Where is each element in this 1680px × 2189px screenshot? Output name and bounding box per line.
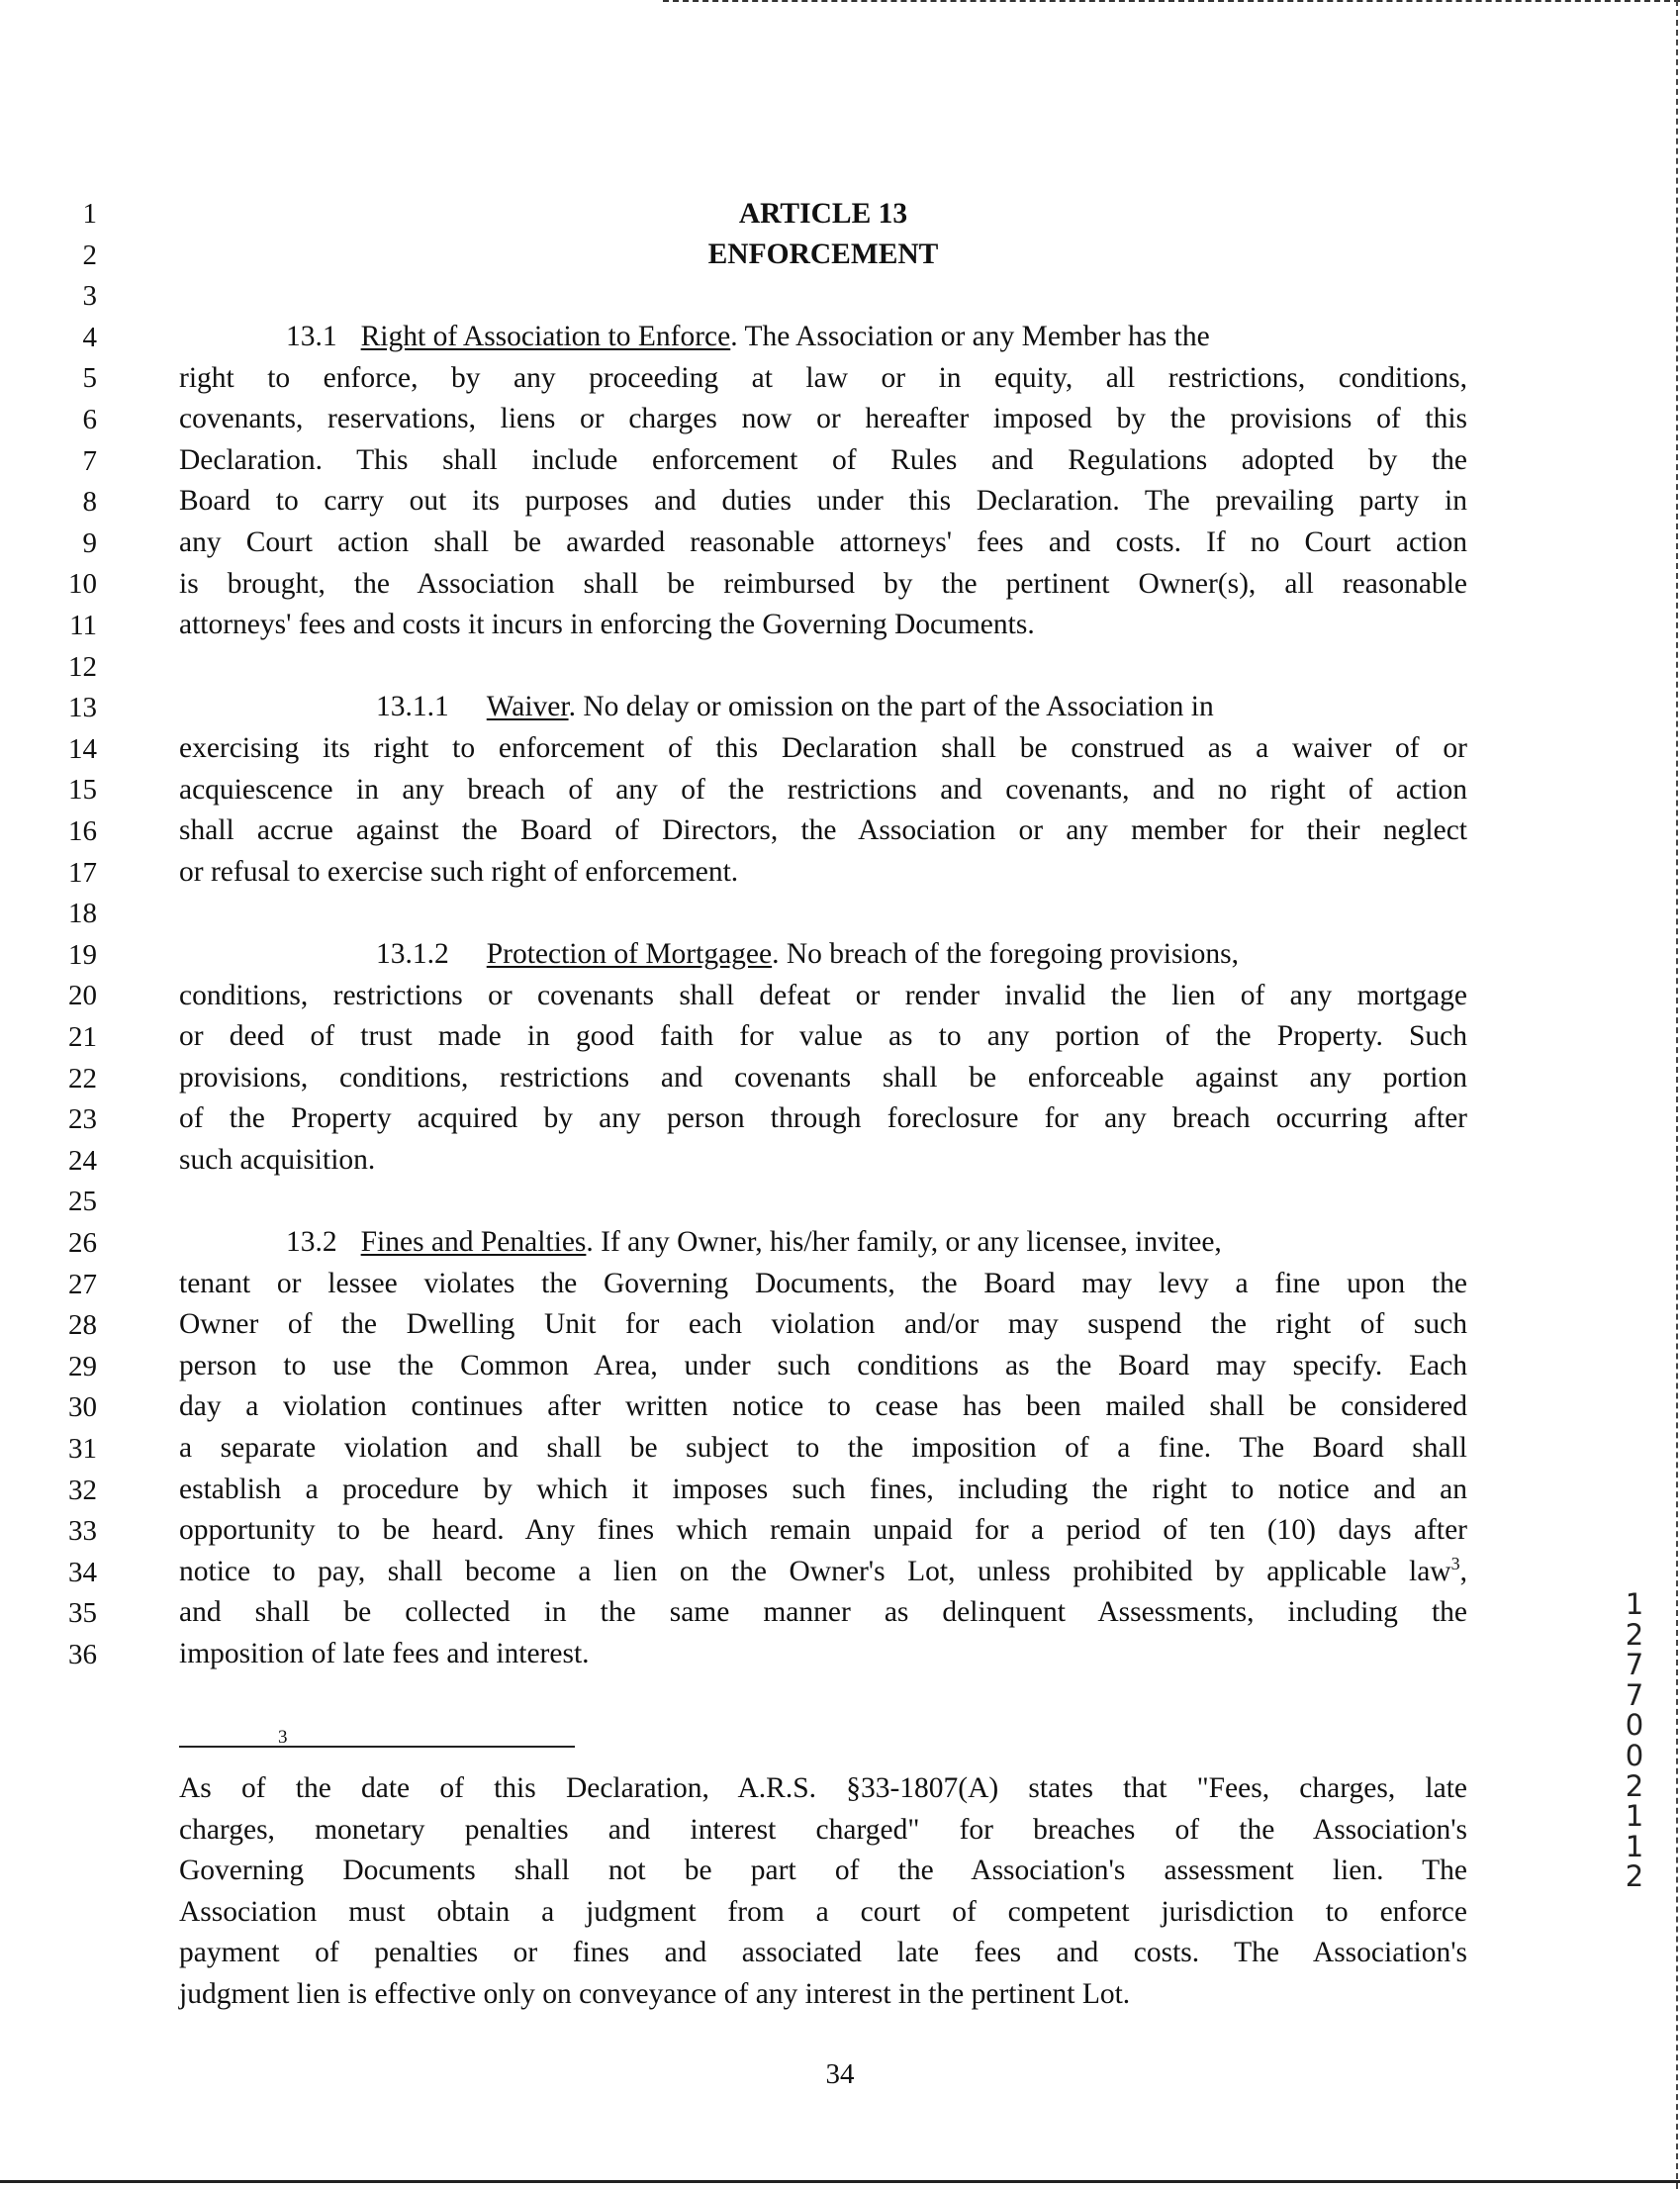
body-line: right to enforce, by any proceeding at law or in equity, all restrictions, conditions,: [179, 362, 1467, 394]
section-heading: Waiver: [486, 691, 569, 722]
article-number: ARTICLE 13: [738, 198, 908, 230]
stamp-digit: 0: [1625, 1708, 1644, 1743]
section-number: 13.1.1: [376, 691, 449, 722]
body-line: covenants, reservations, liens or charges now or hereafter imposed by the provisions of this: [179, 403, 1467, 434]
body-line: of the Property acquired by any person through foreclosure for any breach occurring after: [179, 1102, 1467, 1134]
line-number: 8: [82, 486, 97, 519]
line-number: 9: [82, 526, 97, 559]
section-13-1-2-first-line: [179, 934, 1467, 976]
footnote-line: Governing Documents shall not be part of the Association's assessment lien. The: [179, 1855, 1467, 1886]
line-number: 34: [68, 1556, 97, 1588]
body-line: conditions, restrictions or covenants shall defeat or render invalid the lien of any mortgage: [179, 980, 1467, 1011]
line-number: 15: [68, 774, 97, 807]
body-line: person to use the Common Area, under such conditions as the Board may specify. Each: [179, 1350, 1467, 1381]
body-line: tenant or lessee violates the Governing Documents, the Board may levy a fine upon the: [179, 1268, 1467, 1299]
body-line: acquiescence in any breach of any of the restrictions and covenants, and no right of action: [179, 774, 1467, 806]
section-number: 13.1.2: [376, 938, 449, 970]
line-number: 28: [68, 1309, 97, 1342]
line-number: 2: [82, 238, 97, 271]
section-heading: Right of Association to Enforce: [360, 321, 731, 352]
footnote-divider: [179, 1746, 575, 1748]
section-heading: Fines and Penalties: [360, 1226, 587, 1258]
line-number: 3: [82, 280, 97, 313]
line-number: 14: [68, 732, 97, 765]
body-line: or refusal to exercise such right of enforcement.: [179, 856, 739, 888]
line-number: 32: [68, 1474, 97, 1506]
line-number: 1: [82, 198, 97, 230]
scan-bottom-edge: [0, 2180, 1680, 2185]
stamp-digit: 7: [1625, 1648, 1644, 1682]
line-number: 18: [68, 898, 97, 930]
line-number: 36: [68, 1639, 97, 1670]
body-line: attorneys' fees and costs it incurs in enforcing the Governing Documents.: [179, 609, 1035, 640]
line-number: 19: [68, 938, 97, 971]
line-number: 22: [68, 1062, 97, 1094]
line-number: 16: [68, 815, 97, 847]
body-line: Owner of the Dwelling Unit for each violation and/or may suspend the right of such: [179, 1308, 1467, 1340]
line-number: 7: [82, 444, 97, 477]
line-number: 25: [68, 1186, 97, 1218]
stamp-digit: 7: [1625, 1677, 1644, 1712]
line-number: 4: [82, 321, 97, 353]
footnote-line: As of the date of this Declaration, A.R.S. §33-1807(A) states that "Fees, charges, late: [179, 1772, 1467, 1804]
line-number: 20: [68, 980, 97, 1012]
body-line: Declaration. This shall include enforcement of Rules and Regulations adopted by the: [179, 444, 1467, 476]
section-number: 13.2: [286, 1226, 337, 1258]
line-number: 10: [68, 568, 97, 601]
body-text: ,: [1459, 1556, 1467, 1587]
footnote-reference[interactable]: 3: [1450, 1554, 1460, 1574]
body-line: imposition of late fees and interest.: [179, 1638, 590, 1669]
body-line: opportunity to be heard. Any fines which remain unpaid for a period of ten (10) days after: [179, 1514, 1467, 1546]
body-line: such acquisition.: [179, 1144, 376, 1176]
body-line: day a violation continues after written notice to cease has been mailed shall be considered: [179, 1390, 1467, 1422]
line-number: 13: [68, 692, 97, 724]
stamp-digit: 1: [1625, 1829, 1644, 1863]
body-line: provisions, conditions, restrictions and covenants shall be enforceable against any portion: [179, 1062, 1467, 1094]
footnote-marker: 3: [278, 1727, 288, 1748]
stamp-digit: 0: [1625, 1738, 1644, 1772]
line-number: 35: [68, 1597, 97, 1630]
footnote-line: charges, monetary penalties and interest charged" for breaches of the Association's: [179, 1814, 1467, 1846]
line-number: 5: [82, 362, 97, 395]
recording-stamp: [1615, 1589, 1654, 1892]
scan-right-edge: [1676, 0, 1680, 2189]
stamp-digit: 1: [1625, 1799, 1644, 1834]
line-number: 17: [68, 856, 97, 889]
line-number: 24: [68, 1144, 97, 1177]
section-number: 13.1: [286, 321, 337, 352]
body-line: a separate violation and shall be subject to the imposition of a fine. The Board shall: [179, 1432, 1467, 1464]
line-number: 26: [68, 1227, 97, 1259]
section-heading: Protection of Mortgagee: [486, 938, 773, 970]
line-number: 6: [82, 404, 97, 435]
line-number: 30: [68, 1391, 97, 1424]
line-number: 11: [69, 610, 97, 641]
line-number: 31: [68, 1433, 97, 1465]
stamp-digit: 2: [1625, 1859, 1644, 1894]
body-line: exercising its right to enforcement of this Declaration shall be construed as a waiver of or: [179, 732, 1467, 764]
page-number: 34: [825, 2058, 855, 2090]
line-number: 12: [68, 650, 97, 683]
section-13-1-1-first-line: [179, 687, 1467, 728]
body-line-with-footnote-ref: [179, 1552, 1467, 1593]
section-text: . If any Owner, his/her family, or any licensee, invitee,: [586, 1226, 1222, 1258]
article-title: ENFORCEMENT: [707, 238, 939, 270]
section-text: . No delay or omission on the part of the Association in: [568, 691, 1214, 722]
body-line: Board to carry out its purposes and duties under this Declaration. The prevailing party in: [179, 485, 1467, 517]
line-number: 21: [68, 1021, 97, 1053]
body-line: is brought, the Association shall be reimbursed by the pertinent Owner(s), all reasonable: [179, 568, 1467, 600]
line-number: 23: [68, 1103, 97, 1136]
footnote-line: judgment lien is effective only on conveyance of any interest in the pertinent Lot.: [179, 1978, 1131, 2010]
footnote-line: Association must obtain a judgment from a court of competent jurisdiction to enforce: [179, 1896, 1467, 1928]
scan-top-edge: [663, 0, 1680, 4]
line-number: 33: [68, 1515, 97, 1548]
stamp-digit: 2: [1625, 1617, 1644, 1652]
section-13-2-first-line: [179, 1222, 1467, 1264]
body-line: shall accrue against the Board of Directors, the Association or any member for their neglect: [179, 814, 1467, 846]
stamp-digit: 2: [1625, 1768, 1644, 1803]
section-text: . The Association or any Member has the: [730, 321, 1210, 352]
stamp-digit: 1: [1625, 1587, 1644, 1621]
line-number: 27: [68, 1268, 97, 1300]
body-line: or deed of trust made in good faith for value as to any portion of the Property. Such: [179, 1020, 1467, 1052]
body-text: notice to pay, shall become a lien on the Owner's Lot, unless prohibited by applicable law: [179, 1556, 1451, 1587]
body-line: any Court action shall be awarded reasonable attorneys' fees and costs. If no Court action: [179, 526, 1467, 558]
body-line: establish a procedure by which it imposes such fines, including the right to notice and an: [179, 1474, 1467, 1505]
body-line: and shall be collected in the same manner as delinquent Assessments, including the: [179, 1596, 1467, 1628]
line-number: 29: [68, 1350, 97, 1382]
section-text: . No breach of the foregoing provisions,: [772, 938, 1240, 970]
footnote-line: payment of penalties or fines and associated late fees and costs. The Association's: [179, 1937, 1467, 1968]
section-13-1-first-line: [179, 317, 1467, 358]
